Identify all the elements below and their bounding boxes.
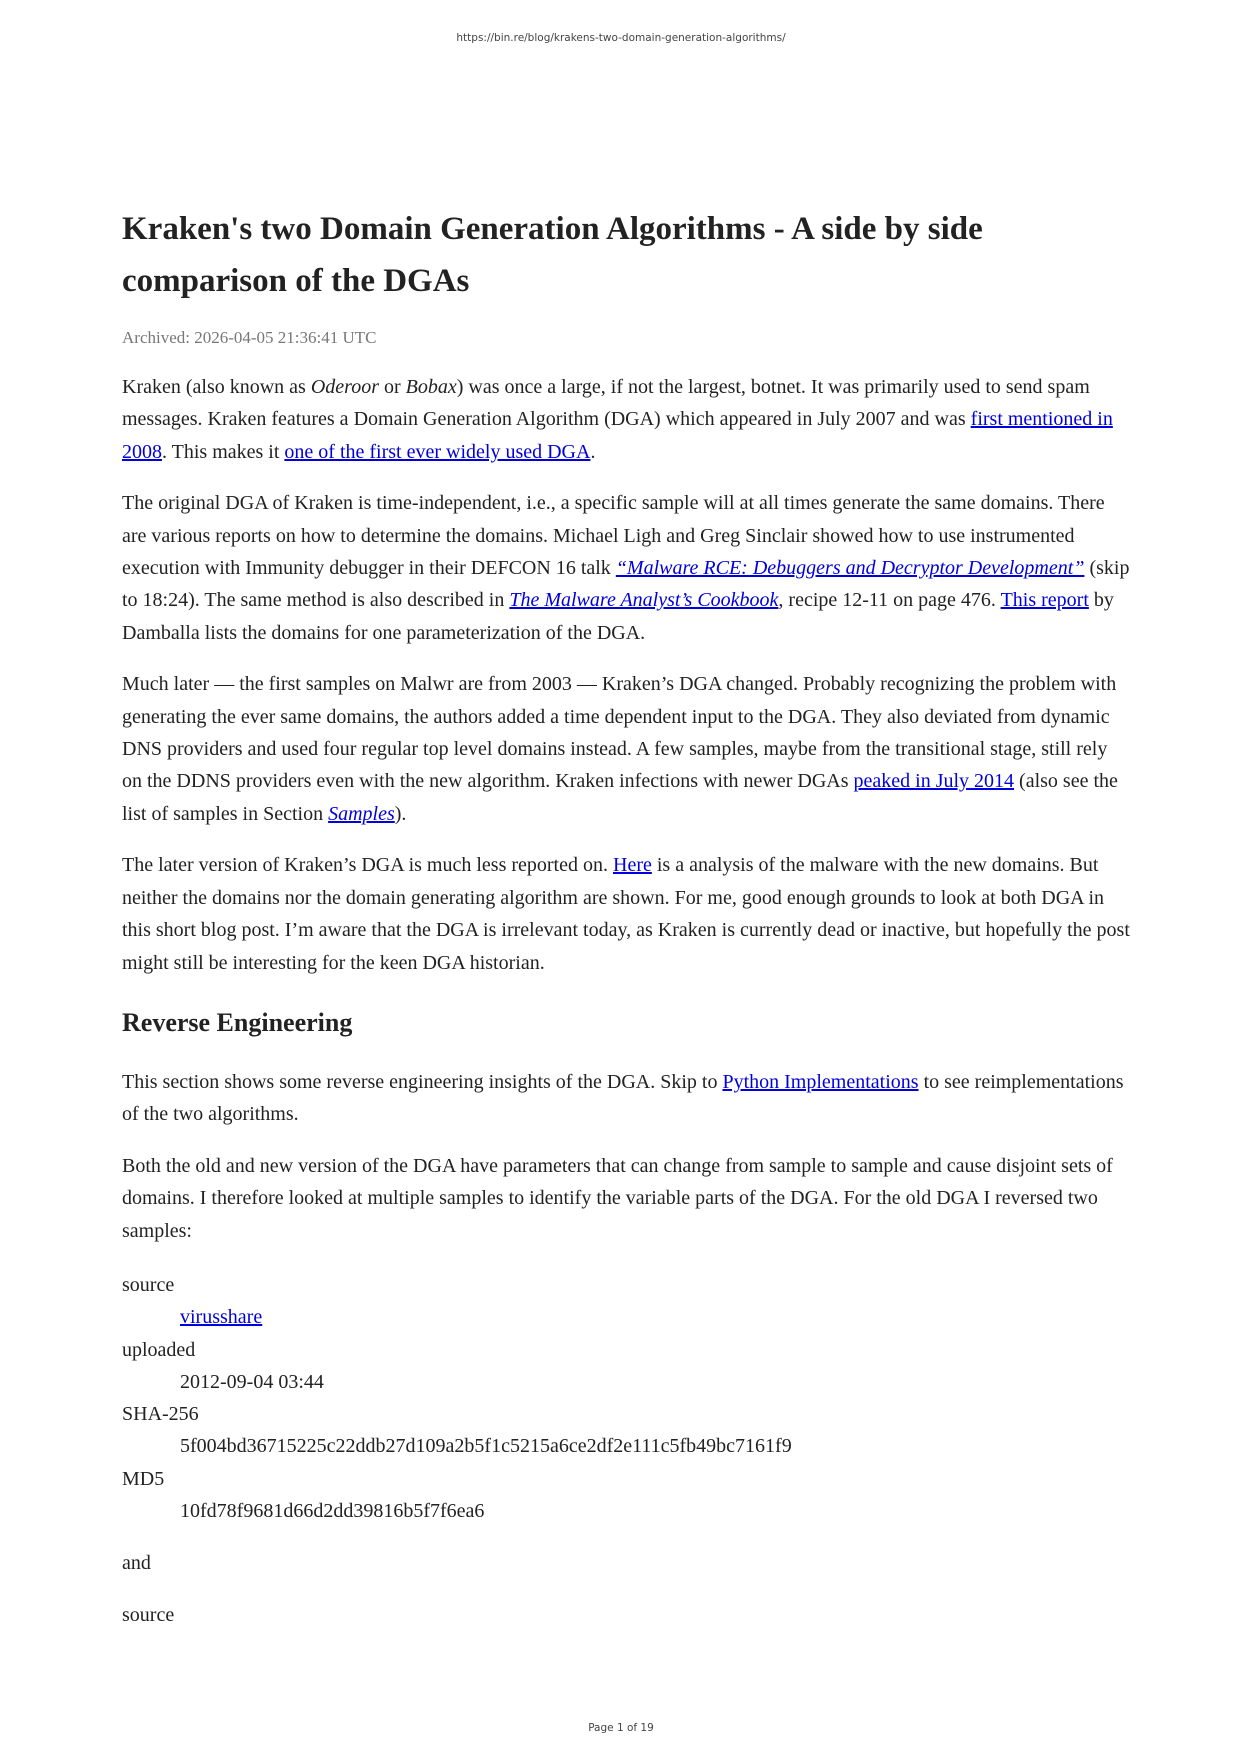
text: or: [379, 376, 406, 398]
section-heading-reverse-engineering: Reverse Engineering: [122, 1007, 353, 1037]
sha256-value: 5f004bd36715225c22ddb27d109a2b5f1c5215a6ce2df2e111c5fb49bc7161f9: [180, 1435, 792, 1458]
link-peaked-july-2014[interactable]: peaked in July 2014: [853, 770, 1015, 793]
archived-timestamp: Archived: 2026-04-05 21:36:41 UTC: [122, 328, 377, 347]
sample-details-list: [122, 1269, 1132, 1527]
text: is a analysis of the malware with the new domains. But neither the domains nor the domain generating algorithm are shown. For me, good enough grounds to look at both DGA in this short blog post. I’m aware that the DGA is irrelevant today, as Kraken is currently dead or inactive, but hopefully the post might still be interesting for the keen DGA historian.: [122, 854, 1130, 974]
emphasis: Oderoor: [310, 376, 379, 398]
text: This section shows some reverse engineering insights of the DGA. Skip to: [122, 1070, 723, 1093]
text: The original DGA of Kraken is time-independent, i.e., a specific sample will at all times generate the same domains. There are various reports on how to determine the domains. Michael Ligh and Greg Sinclair showed how to use instrumented execution with Immunity debugger in their DEFCON 16 talk: [122, 492, 1105, 580]
link-defcon-talk[interactable]: [616, 557, 1085, 579]
text: .: [590, 440, 596, 463]
md5-value: 10fd78f9681d66d2dd39816b5f7f6ea6: [180, 1500, 485, 1523]
emphasis: Bobax: [405, 376, 457, 398]
paragraph-later-version: [122, 849, 1132, 979]
text: ).: [394, 802, 407, 825]
text: by Damballa lists the domains for one parameterization of the DGA.: [122, 589, 1114, 644]
text: ) was once a large, if not the largest, botnet. It was primarily used to send spam messages. Kraken features a Domain Generation Algorithm (DGA) which appeared in July 2007 and was: [122, 376, 1090, 431]
link-first-mentioned[interactable]: first mentioned in 2008: [122, 408, 1113, 463]
paragraph-dga-changed: [122, 668, 1132, 830]
text: (skip to 18:24). The same method is also described in: [122, 557, 1130, 612]
text: The later version of Kraken’s DGA is much less reported on.: [122, 854, 613, 877]
link-first-widely-used-dga[interactable]: one of the first ever widely used DGA: [284, 440, 591, 463]
text: to see reimplementations of the two algorithms.: [122, 1070, 1124, 1126]
link-text[interactable]: “Malware RCE: Debuggers and Decryptor Development”: [615, 557, 1085, 580]
link-python-implementations[interactable]: Python Implementations: [722, 1070, 919, 1093]
uploaded-value: 2012-09-04 03:44: [180, 1370, 324, 1393]
page-url-header: https://bin.re/blog/krakens-two-domain-generation-algorithms/: [456, 32, 786, 44]
paragraph-parameters: Both the old and new version of the DGA have parameters that can change from sample to sample and cause disjoint sets of domains. I therefore looked at multiple samples to identify the variable parts of the DGA. For the old DGA I reversed two samples:: [122, 1154, 1113, 1242]
source-value: [180, 1301, 1132, 1333]
sample2-source-label: source: [122, 1603, 175, 1626]
text: , recipe 12-11 on page 476.: [778, 589, 1001, 612]
page-title: Kraken's two Domain Generation Algorithms - A side by side comparison of the DGAs: [122, 211, 983, 299]
link-samples-section[interactable]: [328, 803, 395, 825]
link-here-analysis[interactable]: Here: [613, 854, 652, 877]
paragraph-original-dga: [122, 487, 1132, 649]
link-text[interactable]: Samples: [328, 802, 395, 825]
md5-label: MD5: [122, 1467, 165, 1490]
paragraph-and: and: [122, 1552, 151, 1575]
source-label: source: [122, 1273, 175, 1296]
link-text[interactable]: The Malware Analyst’s Cookbook: [509, 589, 779, 612]
paragraph-re-intro: [122, 1066, 1132, 1131]
text: Kraken (also known as: [122, 376, 311, 398]
page-number: Page 1 of 19: [588, 1722, 654, 1734]
text: Much later — the first samples on Malwr are from 2003 — Kraken’s DGA changed. Probably recognizing the problem with generating the ever same domains, the authors added a time dependent input to the DGA. They also deviated from dynamic DNS providers and used four regular top level domains instead. A few samples, maybe from the transitional stage, still rely on the DDNS providers even with the new algorithm. Kraken infections with newer DGAs: [122, 673, 1117, 793]
uploaded-label: uploaded: [122, 1338, 196, 1361]
text: (also see the list of samples in Section: [122, 770, 1118, 825]
article: [122, 203, 1132, 1631]
link-malware-cookbook[interactable]: [509, 589, 778, 611]
paragraph-intro: [122, 371, 1132, 468]
link-damballa-report[interactable]: This report: [1000, 589, 1089, 612]
text: . This makes it: [162, 440, 285, 463]
sha256-label: SHA-256: [122, 1403, 199, 1426]
link-virusshare[interactable]: virusshare: [180, 1306, 263, 1329]
